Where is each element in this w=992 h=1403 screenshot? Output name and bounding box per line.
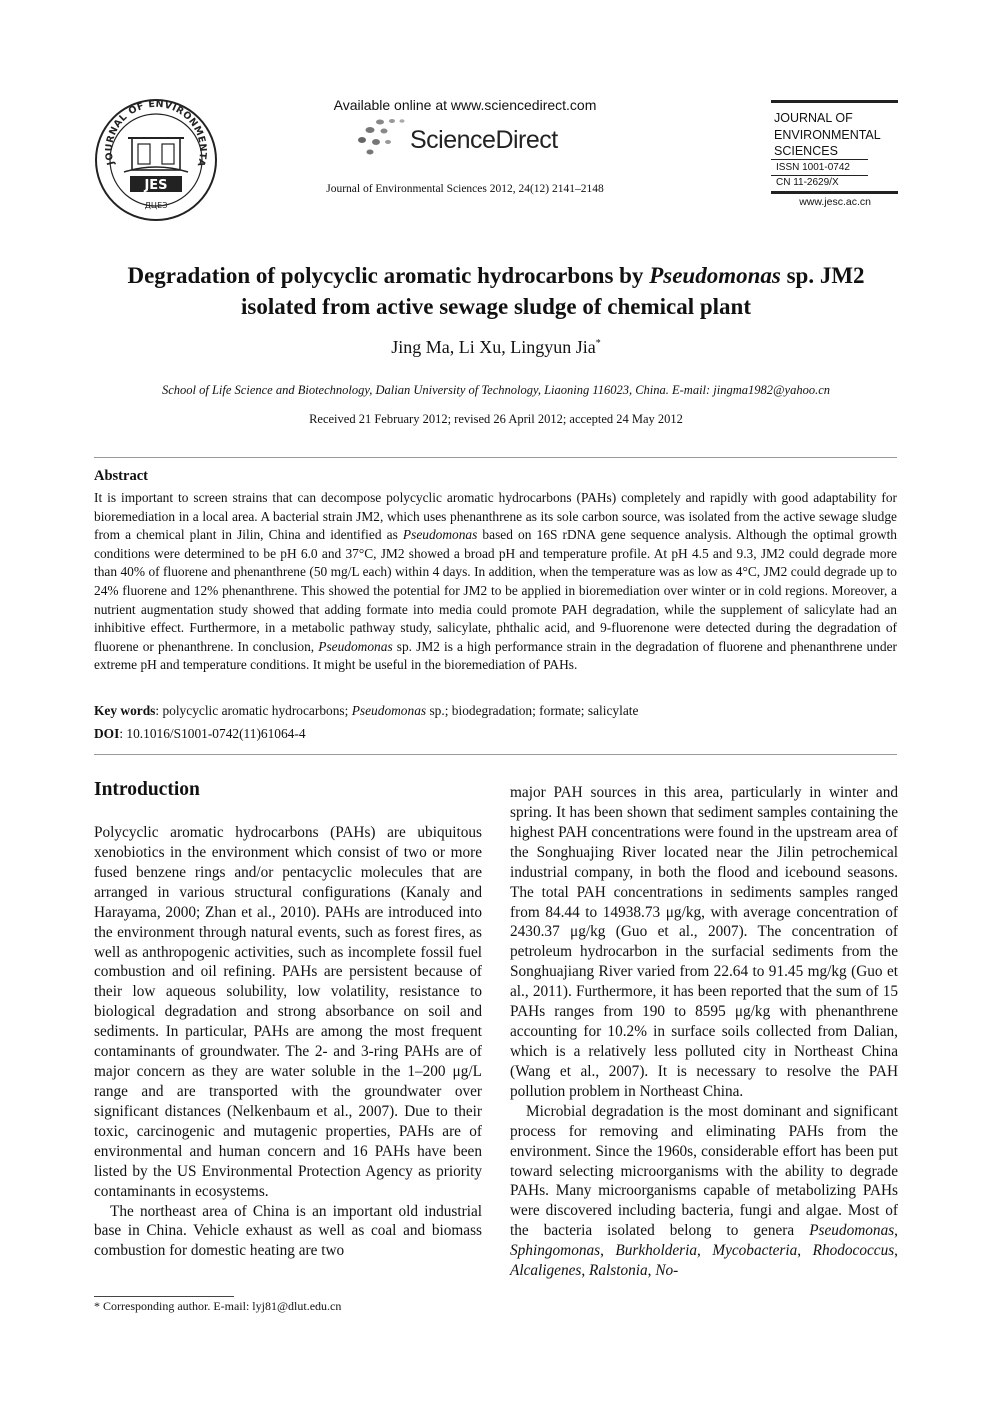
sciencedirect-dots-icon [352, 116, 408, 160]
paragraph: The northeast area of China is an important old industrial base in China. Vehicle exhaust as well as coal and biomass combustion for domestic heating are two [94, 1202, 482, 1260]
genus-name: Ralstonia [589, 1262, 648, 1280]
keywords-genus: Pseudomonas [351, 703, 427, 718]
footnote-rule [94, 1296, 234, 1297]
title-text: Degradation of polycyclic aromatic hydrocarbons by [127, 263, 650, 288]
separator: , [697, 1242, 713, 1260]
genus-name: Rhodococcus [812, 1242, 895, 1260]
logo-bottom-text: ДЦЕЗ [144, 201, 168, 210]
keywords-label: Key words [94, 703, 156, 718]
title-text: sp. JM2 [780, 263, 865, 288]
paragraph: Polycyclic aromatic hydrocarbons (PAHs) are ubiquitous xenobiotics in the environment which consist of two or more fused benzene rings and/or pentacyclic molecules that are arranged in various structural configurations (Kanaly and Harayama, 2000; Zhan et al., 2010). PAHs are introduced into the environment through natural events, such as forest fires, as well as anthropogenic activities, such as incomplete fossil fuel combustion and oil refining. PAHs are persistent because of their low aqueous solubility, low volatility, resistance to biological degradation and strong absorbance on soil and sediments. In particular, PAHs are among the most frequent contaminants of groundwater. The 2- and 3-ring PAHs are of major concern as they are water soluble in the 1–200 μg/L range and are transported with the groundwater over significant distances (Nelkenbaum et al., 2007). Due to their toxic, carcinogenic and mutagenic properties, PAHs are of environmental and human concern and 16 PAHs have been listed by the US Environmental Protection Agency as priority contaminants in ecosystems. [94, 824, 482, 1200]
keywords [94, 703, 897, 719]
right-column [510, 783, 898, 1281]
available-online: Available online at www.sciencedirect.com [333, 97, 597, 113]
authors [60, 337, 932, 358]
separator: , [600, 1242, 616, 1260]
doi [94, 726, 897, 742]
genus-name: Mycobacteria [712, 1242, 798, 1260]
separator: , [797, 1242, 813, 1260]
received-dates: Received 21 February 2012; revised 26 April 2012; accepted 24 May 2012 [309, 412, 683, 426]
genus-name: Sphingomonas [510, 1242, 601, 1260]
journal-title-line: JOURNAL OF [774, 111, 853, 125]
separator: , [894, 1222, 898, 1240]
doi-label: DOI [94, 726, 120, 741]
logo-center-text: JES [144, 178, 168, 193]
keywords-text: sp.; biodegradation; formate; salicylate [426, 703, 639, 718]
journal-citation: Journal of Environmental Sciences 2012, 24(12) 2141–2148 [326, 183, 604, 195]
journal-issn: ISSN 1001-0742 [776, 162, 850, 173]
sciencedirect-wordmark: ScienceDirect [410, 126, 558, 154]
separator: , [647, 1262, 656, 1280]
separator: , [581, 1262, 590, 1280]
genus-name: Alcaligenes [510, 1262, 582, 1280]
genus-name: Pseudomonas [809, 1222, 895, 1240]
journal-logo [94, 98, 218, 222]
paragraph [510, 1102, 898, 1281]
abstract-body [94, 489, 897, 675]
footnote: * Corresponding author. E-mail: lyj81@dlut.edu.cn [94, 1299, 342, 1313]
title-genus: Pseudomonas [649, 263, 781, 288]
divider [94, 457, 897, 458]
left-column [94, 823, 482, 1261]
section-heading-introduction: Introduction [94, 779, 200, 800]
corresponding-mark: * [595, 338, 601, 349]
journal-title-line: ENVIRONMENTAL [774, 127, 881, 142]
journal-title-line: SCIENCES [774, 144, 838, 158]
journal-title [774, 110, 881, 160]
genus-name: Burkholderia [615, 1242, 697, 1260]
divider [94, 754, 897, 755]
sciencedirect-logo [352, 116, 592, 160]
paragraph-text: Microbial degradation is the most dominant and significant process for removing and eliminating PAHs from the environment. Since the 1960s, considerable effort has been put toward selecting microorganisms with the ability to degrade PAHs. Many microorganisms capable of metabolizing PAHs were discovered including bacteria, fungi and algae. Most of the bacteria isolated belong to genera [510, 1102, 898, 1240]
keywords-text: : polycyclic aromatic hydrocarbons; [155, 703, 352, 718]
journal-cn: CN 11-2629/X [776, 177, 839, 188]
abstract-genus: Pseudomonas [318, 638, 393, 654]
abstract-text: It is important to screen strains that can decompose polycyclic aromatic hydrocarbons (PAHs) completely and rapidly with good adaptability for bioremediation in a local area. A bacterial strain JM2, which uses phenanthrene as its sole carbon source, was isolated from the active sewage sludge from a chemical plant in Jilin, China and identified as [94, 490, 897, 543]
article-title [60, 260, 932, 322]
logo-ring-text: JOURNAL OF ENVIRONMENTA [103, 98, 209, 169]
title-text: isolated from active sewage sludge of chemical plant [241, 294, 751, 319]
abstract-text: based on 16S rDNA gene sequence analysis. Although the optimal growth conditions were determined to be pH 6.0 and 37°C, JM2 showed a broad pH and temperature profile. At pH 4.5 and 9.3, JM2 could degrade more than 40% of fluorene and phenanthrene (50 mg/L each) within 4 days. In addition, when the temperature was as low as 4°C, JM2 could degrade up to 24% fluorene and 12% phenanthrene. This showed the potential for JM2 to be applied in bioremediation over winter or in cold regions. Moreover, a nutrient augmentation study showed that adding formate into media could promote PAH degradation, while the supplement of salicylate had an inhibitive effect. Furthermore, in a metabolic pathway study, salicylate, phthalic acid, and 9-fluorenone were detected during the degradation of fluorene or phenanthrene. In conclusion, [94, 527, 897, 654]
abstract-text: sp. JM2 is a high performance strain in the degradation of fluorene and phenanthrene under extreme pH and temperature conditions. It might be useful in the bioremediation of PAHs. [94, 638, 898, 673]
journal-box [771, 100, 898, 210]
separator: , [894, 1242, 898, 1260]
paragraph: major PAH sources in this area, particularly in winter and spring. It has been shown that sediment samples containing the highest PAH concentrations were found in the upstream area of the Songhuajing River located near the Jilin petrochemical industrial company, in both the flood and icebound seasons. The total PAH concentrations in sediments samples ranged from 84.44 to 14938.73 μg/kg, with average concentration of 2430.37 μg/kg (Guo et al., 2007). The concentration of petroleum hydrocarbon in the surfacial sediments from the Songhuajiang River varied from 22.64 to 91.45 mg/kg (Guo et al., 2011). Furthermore, it has been reported that the sum of 15 PAHs ranges from 190 to 8595 μg/kg with phenanthrene accounting for 10.2% in surface soils collected from Dalian, which is a relatively less polluted city in Northeast China (Wang et al., 2007). It is necessary to resolve the PAH pollution problem in Northeast China. [510, 784, 898, 1100]
abstract-heading: Abstract [94, 468, 148, 484]
genus-name: No- [655, 1262, 679, 1280]
doi-value[interactable]: : 10.1016/S1001-0742(11)61064-4 [119, 726, 306, 741]
abstract-genus: Pseudomonas [402, 527, 478, 543]
svg-text:JOURNAL OF ENVIRONMENTAL SCIEN [94, 98, 208, 168]
affiliation: School of Life Science and Biotechnology, Dalian University of Technology, Liaoning 116023, China. E-mail: jingma1982@yahoo.cn [161, 383, 831, 397]
author-list: Jing Ma, Li Xu, Lingyun Jia [391, 337, 596, 357]
journal-url: www.jesc.ac.cn [799, 196, 871, 208]
